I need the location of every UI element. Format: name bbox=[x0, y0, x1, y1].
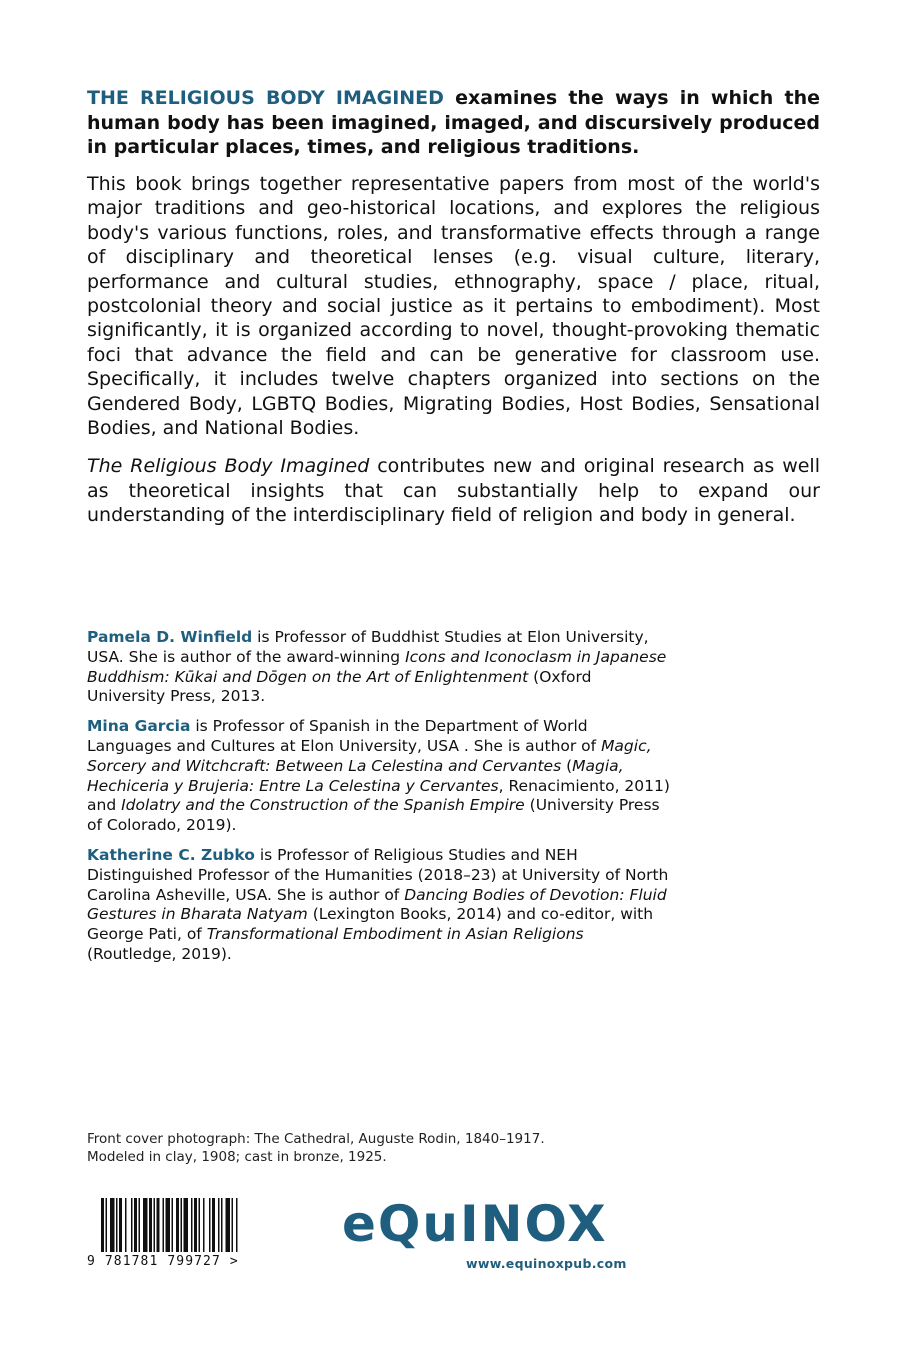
publisher-url[interactable]: www.equinoxpub.com bbox=[466, 1256, 627, 1271]
author-name: Pamela D. Winfield bbox=[87, 628, 253, 646]
book-title: THE RELIGIOUS BODY IMAGINED bbox=[87, 87, 444, 109]
bio-winfield bbox=[87, 628, 672, 707]
blurb-lead-text: examines the ways in which the human body has been imagined, imaged, and discursively produced in particular places, times, and religious traditions. bbox=[87, 87, 821, 158]
bio-text: , Renacimiento, 2011) and bbox=[87, 776, 670, 815]
blurb-body bbox=[87, 172, 820, 542]
credit-line-2: Modeled in clay, 1908; cast in bronze, 1925. bbox=[87, 1149, 387, 1165]
blurb-lead bbox=[87, 86, 820, 160]
bio-book-title: Idolatry and the Construction of the Spanish Empire bbox=[121, 796, 525, 815]
author-name: Mina Garcia bbox=[87, 717, 191, 736]
bio-zubko bbox=[87, 846, 672, 965]
bio-book-title: Magia, Hechiceria y Brujeria: Entre La Celestina y Cervantes bbox=[87, 756, 624, 795]
publisher-logo: eQuINOX bbox=[342, 1195, 608, 1253]
bio-text: (Oxford University Press, 2013. bbox=[87, 667, 592, 706]
bio-book-title: Icons and Iconoclasm in Japanese Buddhism: Kūkai and Dōgen on the Art of Enlightenment bbox=[87, 647, 667, 686]
blurb-paragraph: This book brings together representative papers from most of the world's major traditions and geo-historical locations, and explores the religious body's various functions, roles, and transformative effects through a range of disciplinary and theoretical lenses (e.g. visual culture, literary, performance and cultural studies, ethnography, space / place, ritual, postcolonial theory and social justice as it pertains to embodiment). Most significantly, it is organized according to novel, thought-provoking thematic foci that advance the field and can be generative for classroom use. Specifically, it includes twelve chapters organized into sections on the Gendered Body, LGBTQ Bodies, Migrating Bodies, Host Bodies, Sensational Bodies, and National Bodies. bbox=[87, 173, 820, 440]
bio-text: is Professor of Religious Studies and NEH Distinguished Professor of the Humanities (2018–23) at University of North Carolina Asheville, USA. She is author of bbox=[87, 845, 669, 904]
bio-garcia bbox=[87, 717, 672, 836]
bio-text: is Professor of Spanish in the Department of World Languages and Cultures at Elon University, USA . She is author of bbox=[87, 717, 602, 755]
blurb-paragraph bbox=[87, 454, 820, 527]
barcode-bars-icon bbox=[87, 1198, 287, 1252]
barcode bbox=[87, 1198, 287, 1256]
isbn-digits: 9 781781 799727 > bbox=[87, 1254, 239, 1269]
book-title-italic: The Religious Body Imagined bbox=[87, 455, 370, 478]
bio-text: (University Press of Colorado, 2019). bbox=[87, 796, 660, 835]
bio-text: (Routledge, 2019). bbox=[87, 944, 232, 963]
bio-book-title: Dancing Bodies of Devotion: Fluid Gestures in Bharata Natyam bbox=[87, 885, 667, 924]
blurb-paragraph-text: contributes new and original research as well as theoretical insights that can substantially help to expand our understanding of the interdisciplinary field of religion and body in general. bbox=[87, 455, 820, 527]
credit-line-1: Front cover photograph: The Cathedral, Auguste Rodin, 1840–1917. bbox=[87, 1131, 545, 1147]
bio-book-title: Transformational Embodiment in Asian Religions bbox=[206, 925, 584, 944]
bio-book-title: Magic, Sorcery and Witchcraft: Between La Celestina and Cervantes bbox=[87, 736, 652, 775]
author-name: Katherine C. Zubko bbox=[87, 845, 255, 864]
author-bios bbox=[87, 628, 672, 975]
bio-text: (Lexington Books, 2014) and co-editor, with George Pati, of bbox=[87, 905, 654, 944]
cover-credit bbox=[87, 1130, 687, 1166]
bio-text: ( bbox=[561, 756, 573, 775]
bio-text: is Professor of Buddhist Studies at Elon University, USA. She is author of the award-winning bbox=[87, 628, 649, 666]
